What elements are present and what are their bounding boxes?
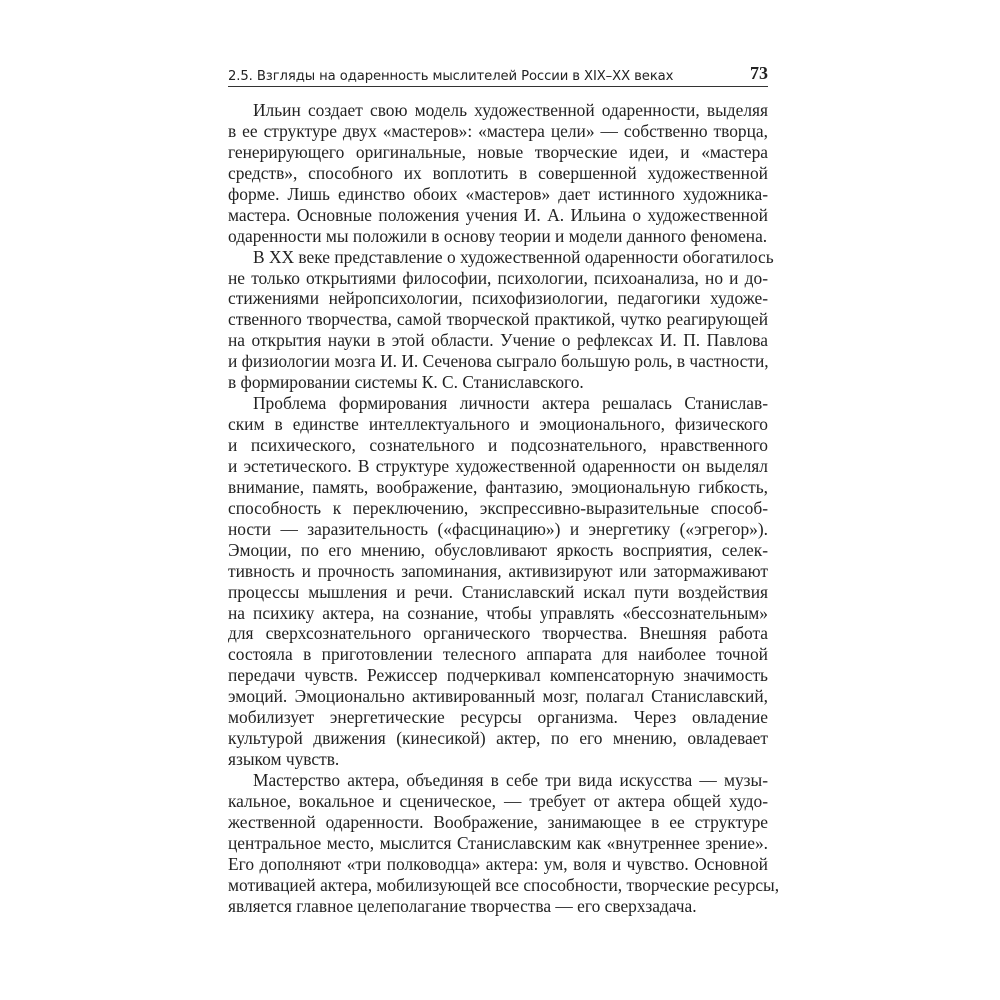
text-line: является главное целеполагание творчества — его сверхзадача. bbox=[228, 895, 697, 916]
text-line: Мастерство актера, объединяя в себе три вида искусства — музы- bbox=[253, 770, 768, 790]
text-line: мобилизует энергетические ресурсы организма. Через овладение bbox=[228, 707, 768, 728]
text-line: состояла в приготовлении телесного аппарата для наиболее точной bbox=[228, 644, 768, 665]
text-line: Проблема формирования личности актера решалась Станислав- bbox=[253, 393, 768, 414]
text-line: внимание, память, воображение, фантазию, эмоциональную гибкость, bbox=[228, 476, 768, 497]
text-line: ственного творчества, самой творческой практикой, чутко реагирующей bbox=[228, 309, 768, 330]
page-number: 73 bbox=[750, 63, 768, 83]
text-line: передачи чувств. Режиссер подчеркивал компенсаторную значимость bbox=[228, 665, 768, 686]
paragraph bbox=[228, 770, 780, 917]
text-line: Эмоции, по его мнению, обусловливают яркость восприятия, селек- bbox=[228, 539, 768, 560]
text-line: кальное, вокальное и сценическое, — требует от актера общей худо- bbox=[228, 790, 768, 811]
text-line: в ее структуре двух «мастеров»: «мастера цели» — собственно творца, bbox=[228, 120, 768, 141]
text-line: не только открытиями философии, психологии, психоанализа, но и до- bbox=[228, 267, 768, 288]
paragraph bbox=[228, 246, 774, 394]
paragraph bbox=[228, 100, 768, 247]
text-line: и эстетического. В структуре художественной одаренности он выделял bbox=[228, 455, 768, 476]
text-line: форме. Лишь единство обоих «мастеров» дает истинного художника- bbox=[228, 183, 768, 204]
body-text bbox=[228, 100, 780, 917]
text-line: стижениями нейропсихологии, психофизиологии, педагогики художе- bbox=[228, 288, 768, 309]
text-line: мастера. Основные положения учения И. А. Ильина о художественной bbox=[228, 204, 768, 225]
text-line: центральное место, мыслится Станиславским как «внутреннее зрение». bbox=[228, 832, 768, 853]
text-line: мотивацией актера, мобилизующей все способности, творческие ресурсы, bbox=[228, 874, 780, 895]
text-line: для сверхсознательного органического творчества. Внешняя работа bbox=[228, 623, 768, 644]
running-title: 2.5. Взгляды на одаренность мыслителей России в XIX–XX веках bbox=[228, 69, 674, 84]
text-line: ским в единстве интеллектуального и эмоционального, физического bbox=[228, 414, 768, 435]
text-line: генерирующего оригинальные, новые творческие идеи, и «мастера bbox=[228, 141, 768, 162]
text-line: способность к переключению, экспрессивно-выразительные способ- bbox=[228, 497, 768, 518]
text-line: ности — заразительность («фасцинацию») и энергетику («эгрегор»). bbox=[228, 518, 768, 539]
text-line: жественной одаренности. Воображение, занимающее в ее структуре bbox=[228, 811, 768, 832]
text-line: культурой движения (кинесикой) актер, по его мнению, овладевает bbox=[228, 728, 768, 749]
paragraph bbox=[228, 393, 768, 770]
text-line: и физиологии мозга И. И. Сеченова сыграло большую роль, в частности, bbox=[228, 351, 769, 372]
text-line: одаренности мы положили в основу теории и модели данного феномена. bbox=[228, 225, 768, 246]
text-line: тивность и прочность запоминания, активизируют или затормаживают bbox=[228, 560, 768, 581]
text-line: на психику актера, на сознание, чтобы управлять «бессознательным» bbox=[228, 602, 768, 623]
text-line: и психического, сознательного и подсознательного, нравственного bbox=[228, 435, 768, 455]
text-line: В XX веке представление о художественной одаренности обогатилось bbox=[253, 246, 774, 267]
text-line: эмоций. Эмоционально активированный мозг, полагал Станиславский, bbox=[228, 686, 768, 707]
text-line: Его дополняют «три полководца» актера: ум, воля и чувство. Основной bbox=[228, 853, 768, 874]
text-line: в формировании системы К. С. Станиславского. bbox=[228, 372, 584, 393]
running-header bbox=[228, 58, 768, 87]
text-line: Ильин создает свою модель художественной одаренности, выделяя bbox=[253, 100, 768, 120]
text-line: процессы мышления и речи. Станиславский искал пути воздействия bbox=[228, 581, 768, 602]
text-line: средств», способного их воплотить в совершенной художественной bbox=[228, 162, 768, 183]
text-line: на открытия науки в этой области. Учение о рефлексах И. П. Павлова bbox=[228, 330, 768, 351]
text-line: языком чувств. bbox=[228, 749, 340, 770]
